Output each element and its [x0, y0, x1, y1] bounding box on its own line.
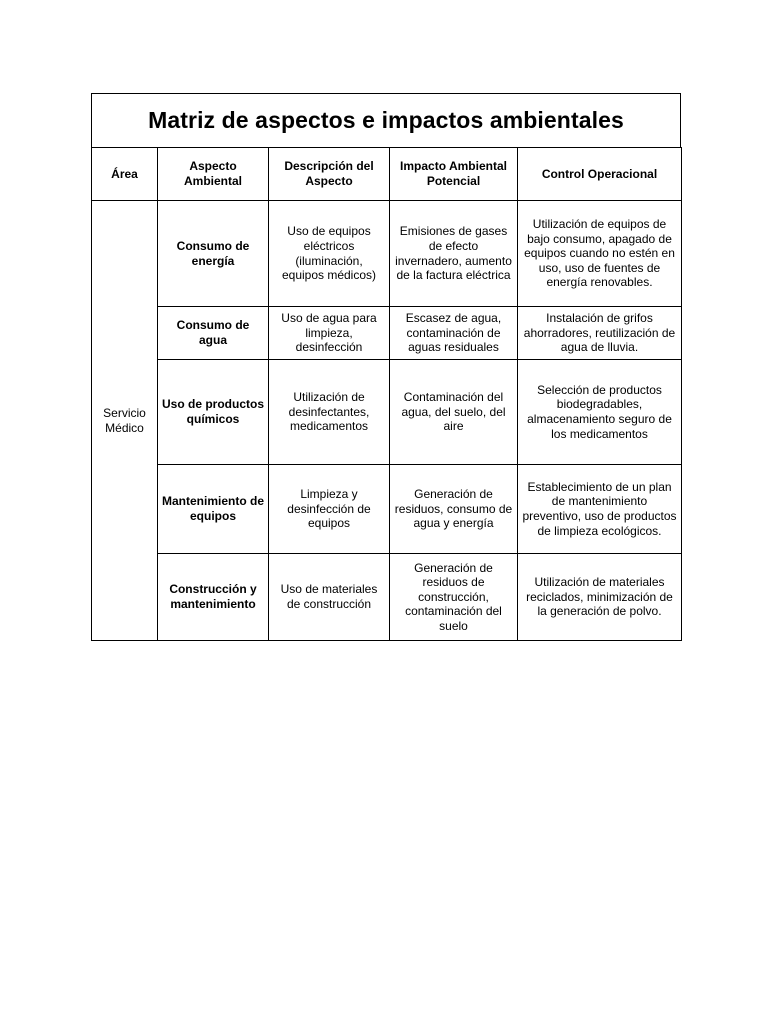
impact-cell: Generación de residuos de construcción, contaminación del suelo: [390, 554, 518, 641]
description-cell: Uso de equipos eléctricos (iluminación, equipos médicos): [269, 201, 390, 307]
aspect-cell: Consumo de agua: [158, 307, 269, 360]
aspect-cell: Mantenimiento de equipos: [158, 465, 269, 554]
impact-cell: Emisiones de gases de efecto invernadero, aumento de la factura eléctrica: [390, 201, 518, 307]
description-cell: Uso de agua para limpieza, desinfección: [269, 307, 390, 360]
impact-cell: Contaminación del agua, del suelo, del aire: [390, 360, 518, 465]
aspect-cell: Construcción y mantenimiento: [158, 554, 269, 641]
table-row: [92, 465, 682, 554]
table-row: [92, 201, 682, 307]
description-cell: Limpieza y desinfección de equipos: [269, 465, 390, 554]
document-page: [91, 93, 681, 641]
header-control: Control Operacional: [518, 148, 682, 201]
header-impact: Impacto Ambiental Potencial: [390, 148, 518, 201]
control-cell: Utilización de materiales reciclados, minimización de la generación de polvo.: [518, 554, 682, 641]
title-box: [91, 93, 681, 147]
table-row: [92, 360, 682, 465]
table-row: [92, 307, 682, 360]
header-description: Descripción del Aspecto: [269, 148, 390, 201]
aspect-cell: Consumo de energía: [158, 201, 269, 307]
control-cell: Selección de productos biodegradables, almacenamiento seguro de los medicamentos: [518, 360, 682, 465]
header-area: Área: [92, 148, 158, 201]
control-cell: Establecimiento de un plan de mantenimiento preventivo, uso de productos de limpieza ecológicos.: [518, 465, 682, 554]
area-cell: Servicio Médico: [92, 201, 158, 641]
header-row: [92, 148, 682, 201]
environmental-matrix-table: [91, 147, 682, 641]
page-title: Matriz de aspectos e impactos ambientales: [148, 107, 624, 133]
table-row: [92, 554, 682, 641]
aspect-cell: Uso de productos químicos: [158, 360, 269, 465]
impact-cell: Escasez de agua, contaminación de aguas residuales: [390, 307, 518, 360]
header-aspect: Aspecto Ambiental: [158, 148, 269, 201]
description-cell: Uso de materiales de construcción: [269, 554, 390, 641]
control-cell: Instalación de grifos ahorradores, reutilización de agua de lluvia.: [518, 307, 682, 360]
impact-cell: Generación de residuos, consumo de agua y energía: [390, 465, 518, 554]
description-cell: Utilización de desinfectantes, medicamentos: [269, 360, 390, 465]
control-cell: Utilización de equipos de bajo consumo, apagado de equipos cuando no estén en uso, uso de fuentes de energía renovables.: [518, 201, 682, 307]
